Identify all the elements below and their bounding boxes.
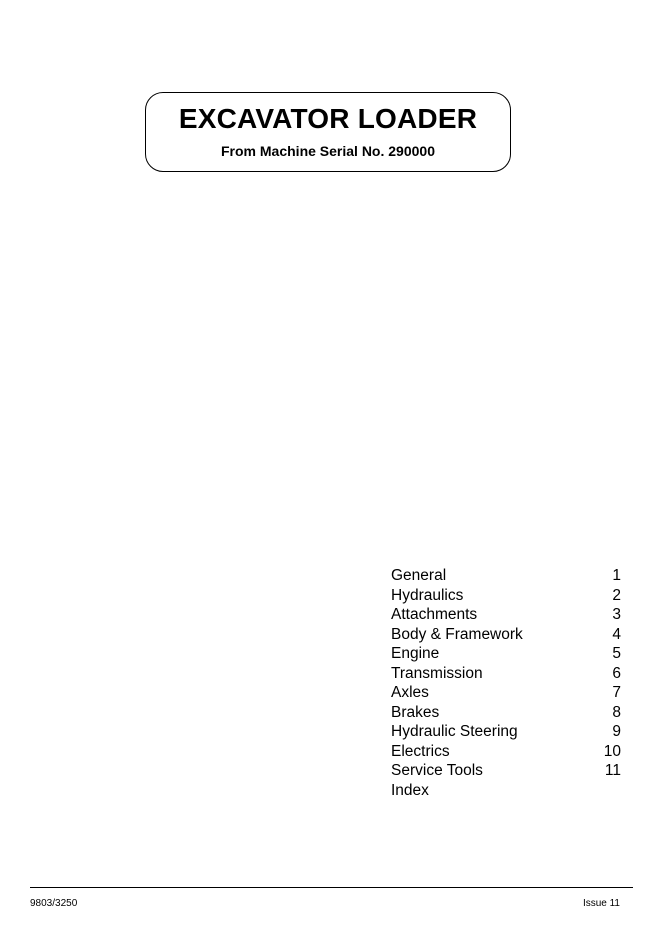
table-of-contents — [391, 566, 621, 800]
toc-label: Electrics — [391, 742, 450, 760]
issue-number: Issue 11 — [582, 898, 620, 909]
toc-section-number: 6 — [612, 664, 621, 682]
toc-section-number: 9 — [612, 723, 621, 740]
toc-entry-general[interactable] — [391, 566, 621, 586]
toc-entry-body-framework[interactable] — [391, 625, 621, 645]
toc-entry-engine[interactable] — [391, 644, 621, 664]
toc-entry-service-tools[interactable] — [391, 761, 621, 781]
document-subtitle: From Machine Serial No. 290000 — [221, 143, 435, 159]
publication-number: 9803/3250 — [30, 898, 78, 909]
toc-entry-hydraulic-steering[interactable] — [391, 722, 621, 742]
toc-label: Attachments — [391, 606, 478, 623]
toc-section-number: 2 — [612, 586, 621, 604]
toc-section-number: 8 — [612, 703, 621, 721]
toc-section-number: 10 — [603, 742, 621, 760]
footer-divider — [30, 887, 633, 888]
toc-entry-electrics[interactable] — [391, 742, 621, 762]
toc-label: Transmission — [391, 664, 483, 682]
title-box — [145, 92, 511, 172]
toc-label: General — [391, 567, 447, 584]
toc-entry-axles[interactable] — [391, 683, 621, 703]
toc-label: Hydraulic Steering — [391, 723, 518, 740]
toc-label: Axles — [391, 684, 429, 701]
toc-label: Index — [391, 781, 429, 799]
toc-entry-brakes[interactable] — [391, 703, 621, 723]
toc-entry-attachments[interactable] — [391, 605, 621, 625]
document-title: EXCAVATOR LOADER — [178, 103, 478, 134]
toc-section-number: 7 — [612, 684, 621, 701]
toc-label: Brakes — [391, 703, 440, 721]
toc-section-number: 5 — [612, 645, 621, 662]
toc-section-number: 1 — [612, 567, 621, 584]
toc-entry-hydraulics[interactable] — [391, 586, 621, 606]
toc-entry-transmission[interactable] — [391, 664, 621, 684]
toc-label: Body & Framework — [391, 625, 523, 643]
toc-entry-index[interactable] — [391, 781, 621, 801]
toc-label: Hydraulics — [391, 586, 464, 604]
toc-section-number: 4 — [612, 625, 621, 643]
toc-section-number: 11 — [604, 762, 621, 779]
toc-label: Engine — [391, 645, 440, 662]
toc-label: Service Tools — [391, 762, 483, 779]
toc-section-number: 3 — [612, 606, 621, 623]
